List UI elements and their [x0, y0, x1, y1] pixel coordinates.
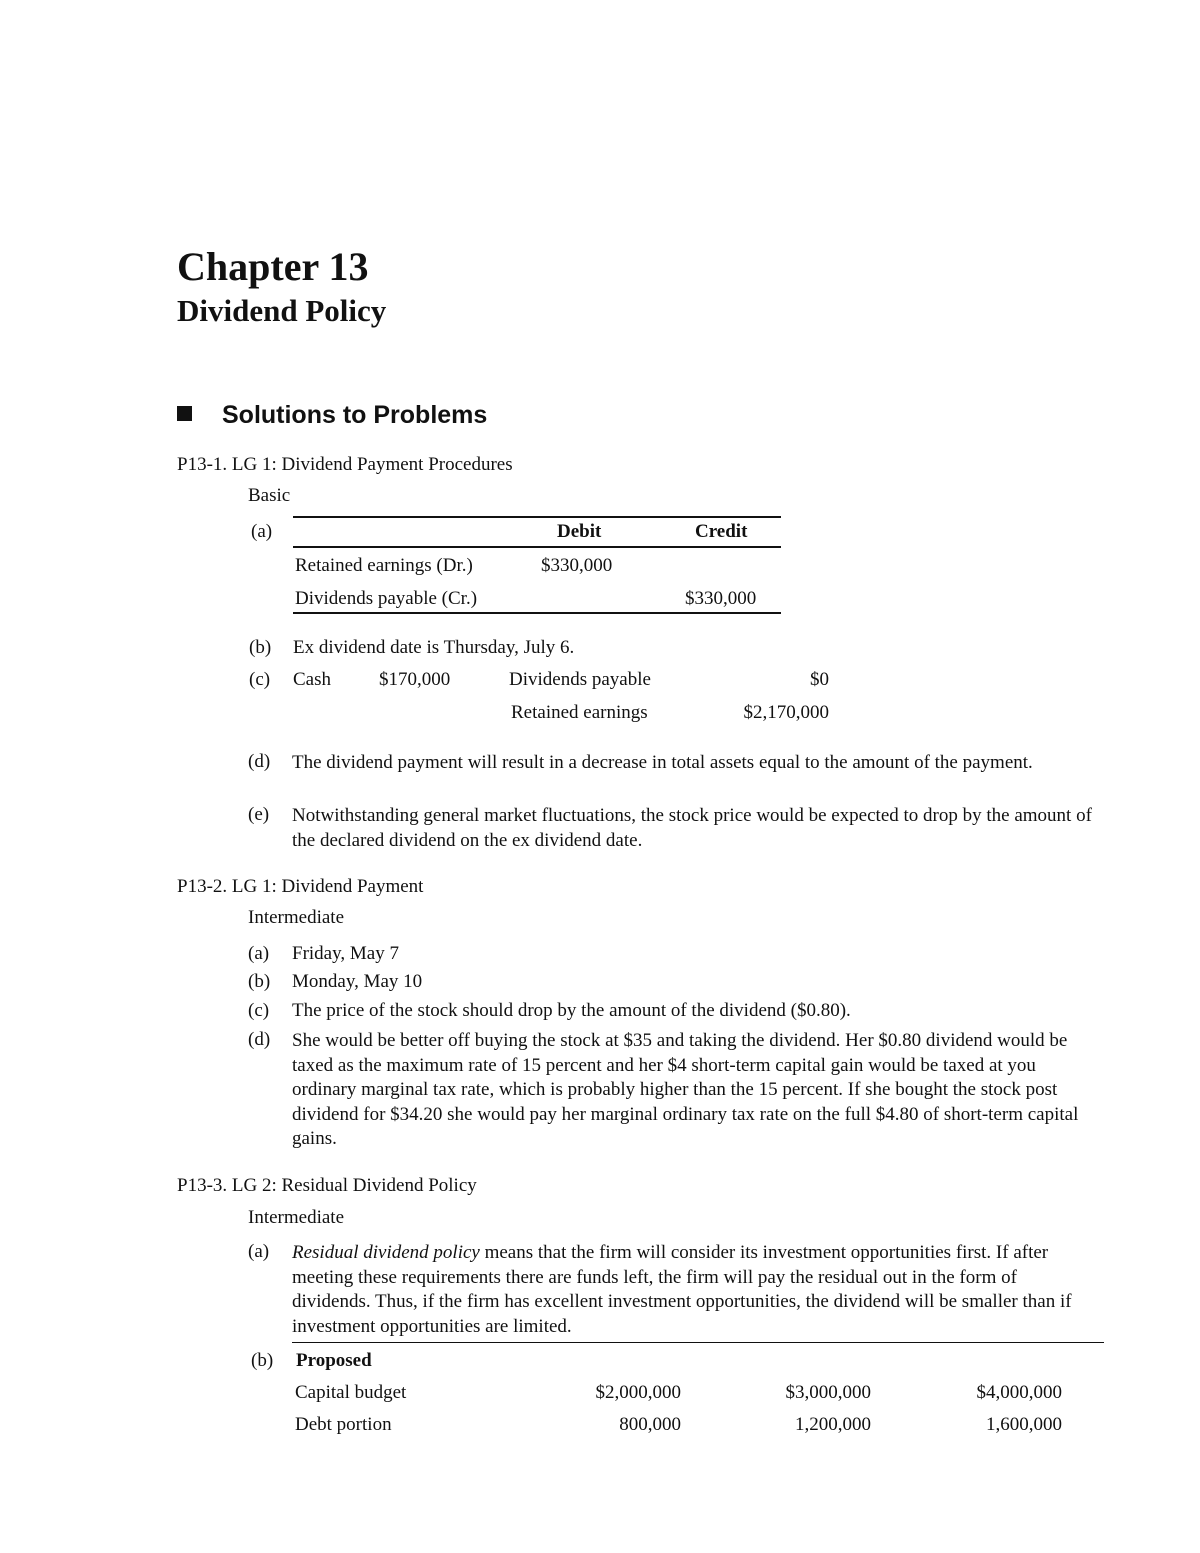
table-header-credit: Credit	[695, 521, 748, 542]
p2-b-label: (b)	[248, 971, 271, 992]
p3-row-1-label: Capital budget	[295, 1382, 407, 1403]
p2-b-text: Monday, May 10	[292, 971, 423, 992]
chapter-title: Chapter 13	[177, 244, 369, 289]
chapter-subtitle: Dividend Policy	[177, 293, 387, 328]
table-row-1-label: Retained earnings (Dr.)	[295, 555, 473, 576]
p3-row-2-value-2: 1,200,000	[795, 1414, 871, 1435]
p3-a-label: (a)	[248, 1241, 270, 1262]
table-header-rule	[293, 546, 781, 548]
p1-c-label: (c)	[249, 669, 271, 690]
p1-c-cash-label: Cash	[293, 669, 331, 690]
p1-d-text: The dividend payment will result in a decrease in total assets equal to the amount of the payment.	[292, 752, 1033, 773]
p1-e-label: (e)	[248, 804, 270, 825]
table-top-rule	[293, 516, 781, 518]
section-heading-text: Solutions to Problems	[222, 401, 488, 429]
p2-c-text: The price of the stock should drop by the amount of the dividend ($0.80).	[292, 1000, 851, 1021]
p1-b-label: (b)	[249, 637, 272, 658]
p3-a-paragraph	[292, 1241, 1092, 1339]
p3-table-top-rule	[292, 1342, 1104, 1343]
p1-c-cash-value: $170,000	[379, 669, 451, 690]
p1-c-re-value: $2,170,000	[743, 702, 829, 723]
problem-1-heading: P13-1. LG 1: Dividend Payment Procedures	[177, 454, 513, 475]
section-heading	[177, 401, 487, 430]
p3-row-2-value-1: 800,000	[619, 1414, 681, 1435]
problem-2-heading: P13-2. LG 1: Dividend Payment	[177, 876, 424, 897]
p1-c-div-value: $0	[810, 669, 829, 690]
p3-b-label: (b)	[251, 1350, 274, 1371]
p2-d-label: (d)	[248, 1029, 271, 1050]
p3-a-italic-term: Residual dividend policy	[292, 1242, 480, 1263]
p2-a-label: (a)	[248, 943, 270, 964]
p1-a-label: (a)	[251, 521, 273, 542]
problem-3-heading: P13-3. LG 2: Residual Dividend Policy	[177, 1175, 477, 1196]
p3-a-text: means that the firm will consider its investment opportunities first. If after meeting these requirements there are funds left, the firm will pay the residual out in the form of dividends. Thus, if the firm has excellent investment opportunities, the dividend will be smaller than if investment opportunities are limited.	[292, 1242, 1072, 1337]
p1-c-div-label: Dividends payable	[509, 669, 651, 690]
problem-3-level: Intermediate	[248, 1207, 345, 1228]
table-row-2-credit: $330,000	[685, 588, 757, 609]
table-header-debit: Debit	[557, 521, 602, 542]
p2-d-text: She would be better off buying the stock at $35 and taking the dividend. Her $0.80 dividend would be taxed as the maximum rate of 15 percent and her $4 short-term capital gain would be taxed at you ordinary marginal tax rate, which is probably higher than the 15 percent. If she bought the stock post dividend for $34.20 she would pay her marginal ordinary tax rate on the full $4.80 of short-term capital gains.	[292, 1030, 1079, 1149]
p3-row-2-label: Debt portion	[295, 1414, 392, 1435]
p1-e-text: Notwithstanding general market fluctuations, the stock price would be expected to drop by the amount of the declared dividend on the ex dividend date.	[292, 805, 1092, 851]
square-bullet-icon	[177, 406, 192, 421]
problem-1-level: Basic	[248, 485, 291, 506]
p3-b-head: Proposed	[296, 1350, 372, 1371]
p3-row-1-value-2: $3,000,000	[785, 1382, 871, 1403]
problem-2-level: Intermediate	[248, 907, 345, 928]
table-row-2-label: Dividends payable (Cr.)	[295, 588, 478, 609]
p3-row-2-value-3: 1,600,000	[986, 1414, 1062, 1435]
table-row-1-debit: $330,000	[541, 555, 613, 576]
table-bottom-rule	[293, 612, 781, 614]
p2-c-label: (c)	[248, 1000, 270, 1021]
p2-a-text: Friday, May 7	[292, 943, 399, 964]
p1-c-re-label: Retained earnings	[511, 702, 648, 723]
p1-b-text: Ex dividend date is Thursday, July 6.	[293, 637, 575, 658]
p1-d-label: (d)	[248, 751, 271, 772]
p3-row-1-value-3: $4,000,000	[976, 1382, 1062, 1403]
p3-row-1-value-1: $2,000,000	[595, 1382, 681, 1403]
